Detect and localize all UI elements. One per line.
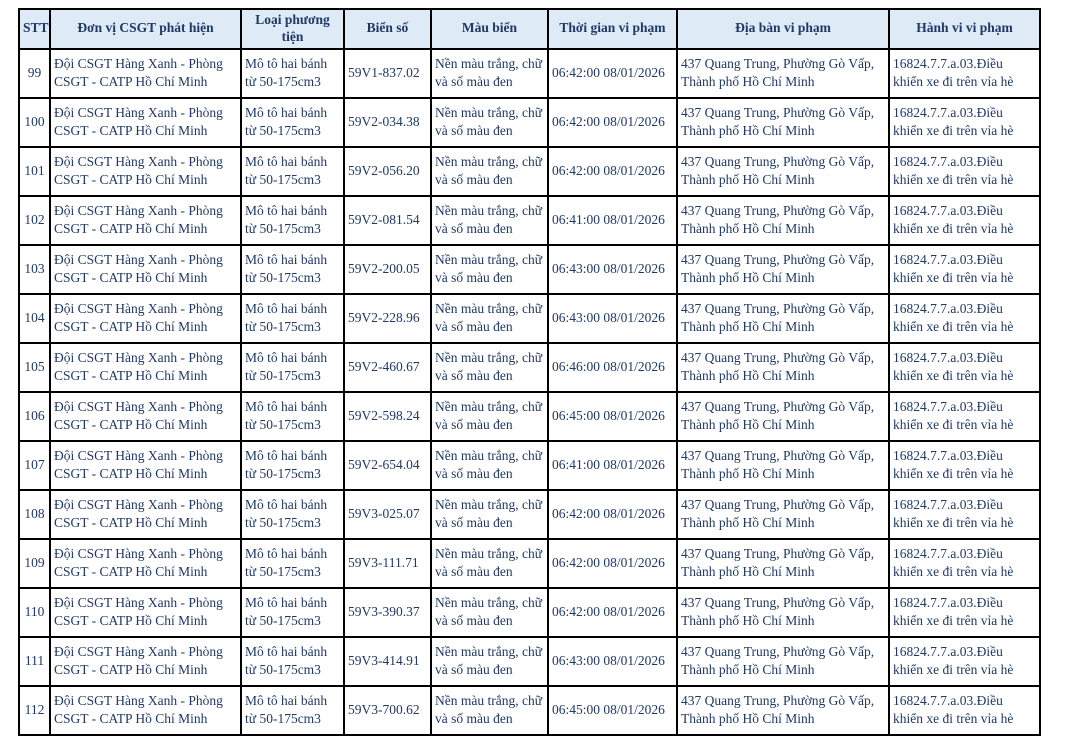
cell-thoi-gian: 06:42:00 08/01/2026 <box>548 98 677 147</box>
cell-stt: 111 <box>19 637 50 686</box>
cell-loai-phuong-tien: Mô tô hai bánh từ 50-175cm3 <box>241 392 344 441</box>
cell-loai-phuong-tien: Mô tô hai bánh từ 50-175cm3 <box>241 294 344 343</box>
cell-hanh-vi: 16824.7.7.a.03.Điều khiển xe đi trên vỉa hè <box>889 539 1040 588</box>
cell-stt: 102 <box>19 196 50 245</box>
cell-thoi-gian: 06:41:00 08/01/2026 <box>548 196 677 245</box>
cell-dia-ban: 437 Quang Trung, Phường Gò Vấp, Thành phố Hồ Chí Minh <box>677 588 889 637</box>
cell-bien-so: 59V3-414.91 <box>344 637 431 686</box>
cell-loai-phuong-tien: Mô tô hai bánh từ 50-175cm3 <box>241 147 344 196</box>
cell-dia-ban: 437 Quang Trung, Phường Gò Vấp, Thành phố Hồ Chí Minh <box>677 49 889 98</box>
cell-thoi-gian: 06:42:00 08/01/2026 <box>548 490 677 539</box>
cell-bien-so: 59V3-111.71 <box>344 539 431 588</box>
cell-don-vi: Đội CSGT Hàng Xanh - Phòng CSGT - CATP Hồ Chí Minh <box>50 196 241 245</box>
cell-don-vi: Đội CSGT Hàng Xanh - Phòng CSGT - CATP Hồ Chí Minh <box>50 147 241 196</box>
cell-hanh-vi: 16824.7.7.a.03.Điều khiển xe đi trên vỉa hè <box>889 245 1040 294</box>
cell-mau-bien: Nền màu trắng, chữ và số màu đen <box>431 147 548 196</box>
table-body <box>19 49 1040 735</box>
cell-don-vi: Đội CSGT Hàng Xanh - Phòng CSGT - CATP Hồ Chí Minh <box>50 441 241 490</box>
cell-bien-so: 59V2-081.54 <box>344 196 431 245</box>
table-row <box>19 637 1040 686</box>
cell-hanh-vi: 16824.7.7.a.03.Điều khiển xe đi trên vỉa hè <box>889 441 1040 490</box>
cell-bien-so: 59V2-200.05 <box>344 245 431 294</box>
cell-loai-phuong-tien: Mô tô hai bánh từ 50-175cm3 <box>241 196 344 245</box>
table-row <box>19 245 1040 294</box>
cell-don-vi: Đội CSGT Hàng Xanh - Phòng CSGT - CATP Hồ Chí Minh <box>50 245 241 294</box>
cell-don-vi: Đội CSGT Hàng Xanh - Phòng CSGT - CATP Hồ Chí Minh <box>50 588 241 637</box>
violations-table-container <box>18 8 1041 736</box>
table-row <box>19 490 1040 539</box>
cell-stt: 105 <box>19 343 50 392</box>
cell-mau-bien: Nền màu trắng, chữ và số màu đen <box>431 245 548 294</box>
cell-mau-bien: Nền màu trắng, chữ và số màu đen <box>431 441 548 490</box>
cell-bien-so: 59V3-025.07 <box>344 490 431 539</box>
table-row <box>19 294 1040 343</box>
column-header-hanh-vi: Hành vi vi phạm <box>889 9 1040 49</box>
table-header <box>19 9 1040 49</box>
cell-loai-phuong-tien: Mô tô hai bánh từ 50-175cm3 <box>241 490 344 539</box>
cell-hanh-vi: 16824.7.7.a.03.Điều khiển xe đi trên vỉa hè <box>889 588 1040 637</box>
cell-don-vi: Đội CSGT Hàng Xanh - Phòng CSGT - CATP Hồ Chí Minh <box>50 686 241 735</box>
cell-thoi-gian: 06:42:00 08/01/2026 <box>548 147 677 196</box>
column-header-don-vi: Đơn vị CSGT phát hiện <box>50 9 241 49</box>
cell-don-vi: Đội CSGT Hàng Xanh - Phòng CSGT - CATP Hồ Chí Minh <box>50 49 241 98</box>
column-header-bien-so: Biển số <box>344 9 431 49</box>
cell-dia-ban: 437 Quang Trung, Phường Gò Vấp, Thành phố Hồ Chí Minh <box>677 637 889 686</box>
table-row <box>19 686 1040 735</box>
cell-don-vi: Đội CSGT Hàng Xanh - Phòng CSGT - CATP Hồ Chí Minh <box>50 343 241 392</box>
cell-loai-phuong-tien: Mô tô hai bánh từ 50-175cm3 <box>241 686 344 735</box>
table-row <box>19 441 1040 490</box>
cell-bien-so: 59V2-228.96 <box>344 294 431 343</box>
table-row <box>19 539 1040 588</box>
cell-don-vi: Đội CSGT Hàng Xanh - Phòng CSGT - CATP Hồ Chí Minh <box>50 490 241 539</box>
cell-don-vi: Đội CSGT Hàng Xanh - Phòng CSGT - CATP Hồ Chí Minh <box>50 637 241 686</box>
cell-thoi-gian: 06:42:00 08/01/2026 <box>548 539 677 588</box>
cell-loai-phuong-tien: Mô tô hai bánh từ 50-175cm3 <box>241 588 344 637</box>
table-row <box>19 147 1040 196</box>
column-header-loai-phuong-tien: Loại phương tiện <box>241 9 344 49</box>
table-row <box>19 49 1040 98</box>
cell-thoi-gian: 06:45:00 08/01/2026 <box>548 392 677 441</box>
cell-dia-ban: 437 Quang Trung, Phường Gò Vấp, Thành phố Hồ Chí Minh <box>677 343 889 392</box>
cell-bien-so: 59V2-460.67 <box>344 343 431 392</box>
column-header-mau-bien: Màu biển <box>431 9 548 49</box>
cell-mau-bien: Nền màu trắng, chữ và số màu đen <box>431 588 548 637</box>
cell-dia-ban: 437 Quang Trung, Phường Gò Vấp, Thành phố Hồ Chí Minh <box>677 196 889 245</box>
cell-mau-bien: Nền màu trắng, chữ và số màu đen <box>431 294 548 343</box>
cell-don-vi: Đội CSGT Hàng Xanh - Phòng CSGT - CATP Hồ Chí Minh <box>50 98 241 147</box>
table-row <box>19 392 1040 441</box>
cell-dia-ban: 437 Quang Trung, Phường Gò Vấp, Thành phố Hồ Chí Minh <box>677 539 889 588</box>
cell-stt: 99 <box>19 49 50 98</box>
cell-hanh-vi: 16824.7.7.a.03.Điều khiển xe đi trên vỉa hè <box>889 637 1040 686</box>
cell-stt: 108 <box>19 490 50 539</box>
cell-mau-bien: Nền màu trắng, chữ và số màu đen <box>431 392 548 441</box>
cell-stt: 100 <box>19 98 50 147</box>
cell-mau-bien: Nền màu trắng, chữ và số màu đen <box>431 539 548 588</box>
cell-bien-so: 59V2-034.38 <box>344 98 431 147</box>
column-header-dia-ban: Địa bàn vi phạm <box>677 9 889 49</box>
cell-mau-bien: Nền màu trắng, chữ và số màu đen <box>431 196 548 245</box>
cell-hanh-vi: 16824.7.7.a.03.Điều khiển xe đi trên vỉa hè <box>889 490 1040 539</box>
cell-thoi-gian: 06:43:00 08/01/2026 <box>548 637 677 686</box>
cell-bien-so: 59V3-390.37 <box>344 588 431 637</box>
cell-hanh-vi: 16824.7.7.a.03.Điều khiển xe đi trên vỉa hè <box>889 98 1040 147</box>
table-row <box>19 343 1040 392</box>
cell-stt: 103 <box>19 245 50 294</box>
cell-bien-so: 59V2-056.20 <box>344 147 431 196</box>
cell-thoi-gian: 06:42:00 08/01/2026 <box>548 49 677 98</box>
cell-hanh-vi: 16824.7.7.a.03.Điều khiển xe đi trên vỉa hè <box>889 49 1040 98</box>
cell-dia-ban: 437 Quang Trung, Phường Gò Vấp, Thành phố Hồ Chí Minh <box>677 98 889 147</box>
cell-mau-bien: Nền màu trắng, chữ và số màu đen <box>431 98 548 147</box>
cell-thoi-gian: 06:46:00 08/01/2026 <box>548 343 677 392</box>
cell-stt: 104 <box>19 294 50 343</box>
cell-bien-so: 59V3-700.62 <box>344 686 431 735</box>
cell-bien-so: 59V2-654.04 <box>344 441 431 490</box>
cell-loai-phuong-tien: Mô tô hai bánh từ 50-175cm3 <box>241 637 344 686</box>
table-row <box>19 588 1040 637</box>
cell-stt: 112 <box>19 686 50 735</box>
cell-hanh-vi: 16824.7.7.a.03.Điều khiển xe đi trên vỉa hè <box>889 392 1040 441</box>
cell-dia-ban: 437 Quang Trung, Phường Gò Vấp, Thành phố Hồ Chí Minh <box>677 147 889 196</box>
cell-stt: 106 <box>19 392 50 441</box>
cell-don-vi: Đội CSGT Hàng Xanh - Phòng CSGT - CATP Hồ Chí Minh <box>50 294 241 343</box>
cell-don-vi: Đội CSGT Hàng Xanh - Phòng CSGT - CATP Hồ Chí Minh <box>50 392 241 441</box>
cell-hanh-vi: 16824.7.7.a.03.Điều khiển xe đi trên vỉa hè <box>889 343 1040 392</box>
cell-hanh-vi: 16824.7.7.a.03.Điều khiển xe đi trên vỉa hè <box>889 294 1040 343</box>
cell-dia-ban: 437 Quang Trung, Phường Gò Vấp, Thành phố Hồ Chí Minh <box>677 392 889 441</box>
cell-thoi-gian: 06:45:00 08/01/2026 <box>548 686 677 735</box>
table-row <box>19 196 1040 245</box>
cell-stt: 107 <box>19 441 50 490</box>
cell-thoi-gian: 06:43:00 08/01/2026 <box>548 245 677 294</box>
cell-don-vi: Đội CSGT Hàng Xanh - Phòng CSGT - CATP Hồ Chí Minh <box>50 539 241 588</box>
column-header-stt: STT <box>19 9 50 49</box>
cell-stt: 110 <box>19 588 50 637</box>
cell-dia-ban: 437 Quang Trung, Phường Gò Vấp, Thành phố Hồ Chí Minh <box>677 245 889 294</box>
cell-hanh-vi: 16824.7.7.a.03.Điều khiển xe đi trên vỉa hè <box>889 147 1040 196</box>
cell-hanh-vi: 16824.7.7.a.03.Điều khiển xe đi trên vỉa hè <box>889 196 1040 245</box>
cell-loai-phuong-tien: Mô tô hai bánh từ 50-175cm3 <box>241 245 344 294</box>
column-header-thoi-gian: Thời gian vi phạm <box>548 9 677 49</box>
cell-dia-ban: 437 Quang Trung, Phường Gò Vấp, Thành phố Hồ Chí Minh <box>677 294 889 343</box>
cell-mau-bien: Nền màu trắng, chữ và số màu đen <box>431 49 548 98</box>
cell-loai-phuong-tien: Mô tô hai bánh từ 50-175cm3 <box>241 98 344 147</box>
violations-table <box>18 8 1041 736</box>
cell-mau-bien: Nền màu trắng, chữ và số màu đen <box>431 686 548 735</box>
cell-mau-bien: Nền màu trắng, chữ và số màu đen <box>431 343 548 392</box>
cell-hanh-vi: 16824.7.7.a.03.Điều khiển xe đi trên vỉa hè <box>889 686 1040 735</box>
cell-loai-phuong-tien: Mô tô hai bánh từ 50-175cm3 <box>241 343 344 392</box>
cell-stt: 109 <box>19 539 50 588</box>
cell-bien-so: 59V2-598.24 <box>344 392 431 441</box>
cell-stt: 101 <box>19 147 50 196</box>
cell-mau-bien: Nền màu trắng, chữ và số màu đen <box>431 490 548 539</box>
cell-thoi-gian: 06:42:00 08/01/2026 <box>548 588 677 637</box>
cell-loai-phuong-tien: Mô tô hai bánh từ 50-175cm3 <box>241 441 344 490</box>
cell-mau-bien: Nền màu trắng, chữ và số màu đen <box>431 637 548 686</box>
cell-dia-ban: 437 Quang Trung, Phường Gò Vấp, Thành phố Hồ Chí Minh <box>677 490 889 539</box>
cell-bien-so: 59V1-837.02 <box>344 49 431 98</box>
cell-dia-ban: 437 Quang Trung, Phường Gò Vấp, Thành phố Hồ Chí Minh <box>677 686 889 735</box>
table-row <box>19 98 1040 147</box>
cell-dia-ban: 437 Quang Trung, Phường Gò Vấp, Thành phố Hồ Chí Minh <box>677 441 889 490</box>
cell-loai-phuong-tien: Mô tô hai bánh từ 50-175cm3 <box>241 539 344 588</box>
cell-thoi-gian: 06:43:00 08/01/2026 <box>548 294 677 343</box>
cell-loai-phuong-tien: Mô tô hai bánh từ 50-175cm3 <box>241 49 344 98</box>
header-row <box>19 9 1040 49</box>
cell-thoi-gian: 06:41:00 08/01/2026 <box>548 441 677 490</box>
